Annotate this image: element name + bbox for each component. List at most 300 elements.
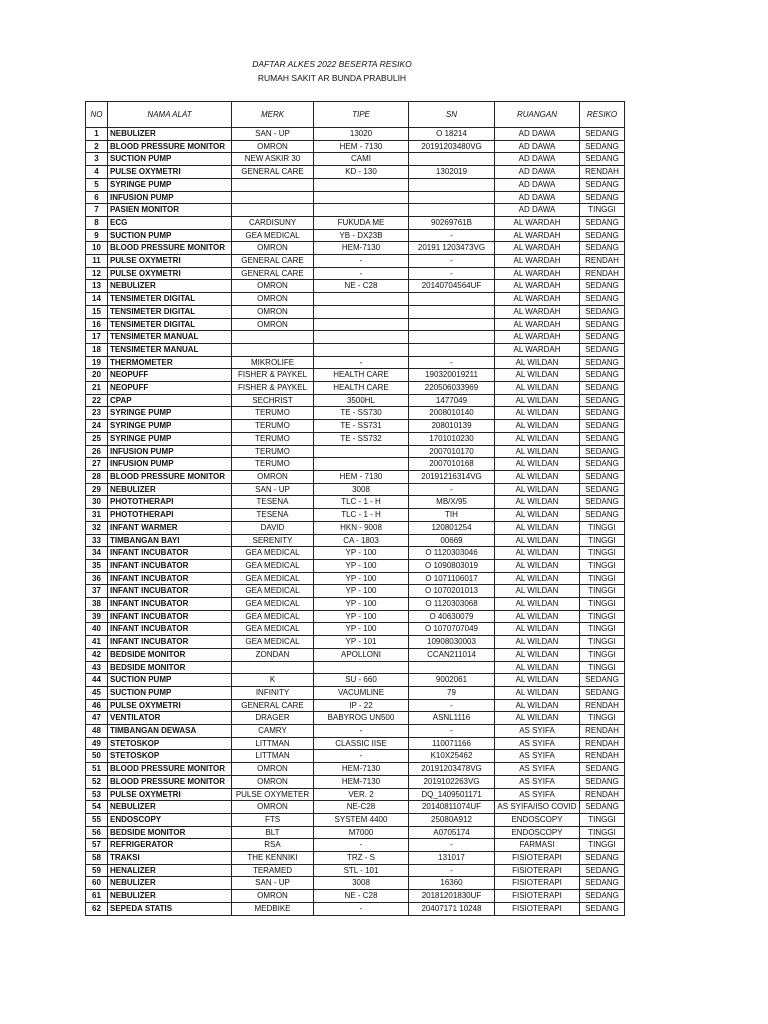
cell-ruangan: AL WILDAN [495, 686, 580, 699]
cell-no: 8 [86, 216, 108, 229]
table-row [86, 280, 625, 293]
cell-no: 14 [86, 293, 108, 306]
cell-merk: MEDBIKE [232, 902, 314, 915]
cell-nama-alat: CPAP [108, 394, 232, 407]
table-row [86, 255, 625, 268]
cell-no: 1 [86, 128, 108, 141]
table-row [86, 305, 625, 318]
cell-resiko: SEDANG [580, 216, 625, 229]
cell-no: 36 [86, 572, 108, 585]
table-row [86, 229, 625, 242]
header-ruangan: RUANGAN [495, 102, 580, 128]
cell-nama-alat: PHOTOTHERAPI [108, 496, 232, 509]
cell-no: 15 [86, 305, 108, 318]
cell-merk: GENERAL CARE [232, 267, 314, 280]
table-row [86, 750, 625, 763]
cell-tipe: - [314, 255, 409, 268]
cell-merk: CARDISUNY [232, 216, 314, 229]
cell-tipe: YP - 100 [314, 585, 409, 598]
cell-no: 56 [86, 826, 108, 839]
cell-ruangan: AL WARDAH [495, 267, 580, 280]
cell-tipe: YP - 100 [314, 547, 409, 560]
cell-sn: 00669 [409, 534, 495, 547]
table-row [86, 420, 625, 433]
table-row [86, 623, 625, 636]
cell-ruangan: AL WILDAN [495, 394, 580, 407]
table-row [86, 191, 625, 204]
cell-merk: GEA MEDICAL [232, 585, 314, 598]
cell-nama-alat: NEOPUFF [108, 369, 232, 382]
cell-tipe [314, 305, 409, 318]
cell-nama-alat: TENSIMETER DIGITAL [108, 318, 232, 331]
table-row [86, 864, 625, 877]
table-row [86, 242, 625, 255]
cell-sn: 25080A912 [409, 813, 495, 826]
cell-merk: GEA MEDICAL [232, 623, 314, 636]
cell-merk: TERUMO [232, 420, 314, 433]
cell-sn: 10908030003 [409, 636, 495, 649]
cell-sn [409, 305, 495, 318]
cell-merk: FISHER & PAYKEL [232, 369, 314, 382]
cell-nama-alat: STETOSKOP [108, 750, 232, 763]
cell-resiko: RENDAH [580, 750, 625, 763]
cell-merk: OMRON [232, 280, 314, 293]
cell-no: 60 [86, 877, 108, 890]
cell-nama-alat: NEBULIZER [108, 128, 232, 141]
cell-tipe: YP - 101 [314, 636, 409, 649]
cell-ruangan: AL WILDAN [495, 483, 580, 496]
table-row [86, 293, 625, 306]
table-row [86, 382, 625, 395]
cell-resiko: TINGGI [580, 813, 625, 826]
table-row [86, 737, 625, 750]
cell-nama-alat: INFUSION PUMP [108, 445, 232, 458]
cell-sn [409, 331, 495, 344]
cell-resiko: SEDANG [580, 877, 625, 890]
cell-sn: O 18214 [409, 128, 495, 141]
cell-ruangan: AS SYIFA [495, 725, 580, 738]
cell-sn: - [409, 839, 495, 852]
cell-no: 26 [86, 445, 108, 458]
cell-merk: GEA MEDICAL [232, 572, 314, 585]
cell-tipe: YP - 100 [314, 598, 409, 611]
cell-resiko: SEDANG [580, 305, 625, 318]
cell-no: 2 [86, 140, 108, 153]
cell-merk: TERUMO [232, 407, 314, 420]
cell-no: 50 [86, 750, 108, 763]
cell-no: 54 [86, 801, 108, 814]
table-row [86, 331, 625, 344]
table-row [86, 890, 625, 903]
cell-merk: K [232, 674, 314, 687]
cell-merk: MIKROLIFE [232, 356, 314, 369]
header-sn: SN [409, 102, 495, 128]
cell-no: 58 [86, 852, 108, 865]
cell-ruangan: AL WILDAN [495, 661, 580, 674]
cell-sn: - [409, 864, 495, 877]
cell-merk [232, 204, 314, 217]
cell-no: 40 [86, 623, 108, 636]
cell-resiko: SEDANG [580, 763, 625, 776]
cell-tipe: TRZ - S [314, 852, 409, 865]
cell-sn: 20140811074UF [409, 801, 495, 814]
cell-sn [409, 293, 495, 306]
table-row [86, 852, 625, 865]
table-row [86, 394, 625, 407]
cell-resiko: SEDANG [580, 229, 625, 242]
cell-merk: OMRON [232, 242, 314, 255]
cell-no: 55 [86, 813, 108, 826]
cell-merk: GEA MEDICAL [232, 636, 314, 649]
cell-tipe: HEM-7130 [314, 775, 409, 788]
cell-no: 12 [86, 267, 108, 280]
cell-nama-alat: HENALIZER [108, 864, 232, 877]
cell-tipe: NE - C28 [314, 890, 409, 903]
table-row [86, 826, 625, 839]
cell-sn: K10X25462 [409, 750, 495, 763]
cell-ruangan: AL WARDAH [495, 331, 580, 344]
cell-nama-alat: BEDSIDE MONITOR [108, 648, 232, 661]
cell-tipe: - [314, 839, 409, 852]
table-row [86, 140, 625, 153]
cell-sn: 110071166 [409, 737, 495, 750]
table-row [86, 318, 625, 331]
cell-ruangan: AL WILDAN [495, 445, 580, 458]
cell-ruangan: AD DAWA [495, 204, 580, 217]
cell-nama-alat: SUCTION PUMP [108, 229, 232, 242]
cell-nama-alat: NEBULIZER [108, 483, 232, 496]
cell-no: 30 [86, 496, 108, 509]
cell-tipe: NE - C28 [314, 280, 409, 293]
cell-merk: OMRON [232, 305, 314, 318]
cell-nama-alat: TIMBANGAN DEWASA [108, 725, 232, 738]
cell-tipe: HKN - 9008 [314, 521, 409, 534]
cell-merk: OMRON [232, 293, 314, 306]
cell-tipe: 3008 [314, 483, 409, 496]
cell-ruangan: ENDOSCOPY [495, 813, 580, 826]
cell-tipe: - [314, 750, 409, 763]
table-row [86, 470, 625, 483]
cell-merk: SAN - UP [232, 483, 314, 496]
cell-resiko: SEDANG [580, 280, 625, 293]
cell-resiko: TINGGI [580, 623, 625, 636]
table-row [86, 369, 625, 382]
cell-merk: OMRON [232, 470, 314, 483]
cell-tipe: YP - 100 [314, 623, 409, 636]
cell-ruangan: AL WARDAH [495, 280, 580, 293]
cell-tipe: HEM - 7130 [314, 470, 409, 483]
cell-tipe [314, 318, 409, 331]
cell-ruangan: AS SYIFA [495, 750, 580, 763]
cell-merk: GEA MEDICAL [232, 229, 314, 242]
cell-no: 27 [86, 458, 108, 471]
equipment-table [85, 101, 625, 916]
cell-resiko: SEDANG [580, 153, 625, 166]
cell-sn: 2008010140 [409, 407, 495, 420]
cell-resiko: SEDANG [580, 432, 625, 445]
cell-nama-alat: INFANT WARMER [108, 521, 232, 534]
cell-sn: - [409, 725, 495, 738]
cell-no: 7 [86, 204, 108, 217]
cell-no: 46 [86, 699, 108, 712]
cell-nama-alat: INFUSION PUMP [108, 191, 232, 204]
cell-resiko: RENDAH [580, 699, 625, 712]
cell-resiko: SEDANG [580, 864, 625, 877]
table-row [86, 788, 625, 801]
cell-tipe: VER. 2 [314, 788, 409, 801]
cell-resiko: TINGGI [580, 826, 625, 839]
cell-resiko: SEDANG [580, 686, 625, 699]
cell-tipe [314, 293, 409, 306]
cell-tipe: 3500HL [314, 394, 409, 407]
cell-resiko: TINGGI [580, 712, 625, 725]
cell-no: 4 [86, 166, 108, 179]
cell-sn: - [409, 255, 495, 268]
cell-tipe: STL - 101 [314, 864, 409, 877]
cell-merk: DRAGER [232, 712, 314, 725]
cell-nama-alat: PULSE OXYMETRI [108, 699, 232, 712]
cell-merk: FISHER & PAYKEL [232, 382, 314, 395]
cell-sn: O 1120303046 [409, 547, 495, 560]
cell-resiko: TINGGI [580, 204, 625, 217]
cell-nama-alat: NEBULIZER [108, 280, 232, 293]
cell-nama-alat: BLOOD PRESSURE MONITOR [108, 763, 232, 776]
cell-nama-alat: BLOOD PRESSURE MONITOR [108, 242, 232, 255]
cell-ruangan: AL WILDAN [495, 420, 580, 433]
cell-sn: - [409, 356, 495, 369]
cell-nama-alat: ENDOSCOPY [108, 813, 232, 826]
cell-sn [409, 178, 495, 191]
cell-sn [409, 661, 495, 674]
cell-resiko: RENDAH [580, 725, 625, 738]
cell-tipe [314, 178, 409, 191]
cell-nama-alat: NEBULIZER [108, 801, 232, 814]
cell-merk [232, 343, 314, 356]
cell-ruangan: AL WILDAN [495, 648, 580, 661]
cell-no: 35 [86, 559, 108, 572]
table-row [86, 725, 625, 738]
cell-no: 48 [86, 725, 108, 738]
cell-no: 21 [86, 382, 108, 395]
cell-ruangan: AL WILDAN [495, 432, 580, 445]
cell-no: 6 [86, 191, 108, 204]
cell-nama-alat: SEPEDA STATIS [108, 902, 232, 915]
cell-resiko: SEDANG [580, 458, 625, 471]
cell-ruangan: AL WILDAN [495, 470, 580, 483]
cell-tipe: IP - 22 [314, 699, 409, 712]
header-merk: MERK [232, 102, 314, 128]
cell-merk: GEA MEDICAL [232, 598, 314, 611]
table-body [86, 128, 625, 916]
cell-no: 29 [86, 483, 108, 496]
cell-resiko: SEDANG [580, 902, 625, 915]
cell-tipe: TE - SS731 [314, 420, 409, 433]
cell-merk: TERUMO [232, 445, 314, 458]
cell-resiko: TINGGI [580, 521, 625, 534]
cell-sn [409, 191, 495, 204]
cell-tipe: CAMI [314, 153, 409, 166]
cell-merk: NEW ASKIR 30 [232, 153, 314, 166]
cell-sn: O 1070201013 [409, 585, 495, 598]
cell-resiko: SEDANG [580, 318, 625, 331]
cell-sn [409, 204, 495, 217]
cell-merk: TERAMED [232, 864, 314, 877]
cell-nama-alat: SUCTION PUMP [108, 686, 232, 699]
cell-nama-alat: SYRINGE PUMP [108, 407, 232, 420]
cell-sn: - [409, 267, 495, 280]
cell-tipe: 3008 [314, 877, 409, 890]
cell-sn: 20407171 10248 [409, 902, 495, 915]
cell-resiko: TINGGI [580, 648, 625, 661]
cell-nama-alat: BEDSIDE MONITOR [108, 661, 232, 674]
cell-sn: 9002061 [409, 674, 495, 687]
cell-resiko: SEDANG [580, 382, 625, 395]
cell-resiko: RENDAH [580, 267, 625, 280]
cell-ruangan: AL WARDAH [495, 216, 580, 229]
cell-sn: 1302019 [409, 166, 495, 179]
cell-no: 51 [86, 763, 108, 776]
cell-merk: SAN - UP [232, 128, 314, 141]
cell-sn: MB/X/95 [409, 496, 495, 509]
cell-nama-alat: TENSIMETER MANUAL [108, 343, 232, 356]
cell-no: 53 [86, 788, 108, 801]
cell-nama-alat: SUCTION PUMP [108, 153, 232, 166]
cell-no: 25 [86, 432, 108, 445]
cell-resiko: TINGGI [580, 585, 625, 598]
cell-no: 39 [86, 610, 108, 623]
cell-nama-alat: TRAKSI [108, 852, 232, 865]
cell-ruangan: AS SYIFA [495, 763, 580, 776]
cell-sn: 1701010230 [409, 432, 495, 445]
cell-nama-alat: SYRINGE PUMP [108, 432, 232, 445]
cell-ruangan: FISIOTERAPI [495, 852, 580, 865]
cell-ruangan: AL WILDAN [495, 547, 580, 560]
table-row [86, 839, 625, 852]
cell-resiko: SEDANG [580, 445, 625, 458]
cell-nama-alat: INFANT INCUBATOR [108, 585, 232, 598]
cell-nama-alat: STETOSKOP [108, 737, 232, 750]
cell-ruangan: AD DAWA [495, 166, 580, 179]
cell-merk [232, 191, 314, 204]
cell-ruangan: AD DAWA [495, 191, 580, 204]
table-row [86, 661, 625, 674]
cell-resiko: TINGGI [580, 839, 625, 852]
cell-tipe: YB - DX23B [314, 229, 409, 242]
cell-merk: RSA [232, 839, 314, 852]
header-nama-alat: NAMA ALAT [108, 102, 232, 128]
cell-ruangan: AL WILDAN [495, 509, 580, 522]
table-row [86, 343, 625, 356]
cell-tipe: KD - 130 [314, 166, 409, 179]
cell-resiko: SEDANG [580, 178, 625, 191]
cell-tipe: - [314, 356, 409, 369]
cell-ruangan: AL WILDAN [495, 407, 580, 420]
cell-sn: 20181201830UF [409, 890, 495, 903]
table-row [86, 521, 625, 534]
cell-nama-alat: INFANT INCUBATOR [108, 598, 232, 611]
cell-ruangan: AS SYIFA [495, 788, 580, 801]
cell-resiko: SEDANG [580, 343, 625, 356]
cell-no: 37 [86, 585, 108, 598]
cell-ruangan: FISIOTERAPI [495, 890, 580, 903]
cell-merk: INFINITY [232, 686, 314, 699]
cell-nama-alat: BLOOD PRESSURE MONITOR [108, 775, 232, 788]
cell-ruangan: AL WILDAN [495, 712, 580, 725]
cell-merk: LITTMAN [232, 750, 314, 763]
document-title: DAFTAR ALKES 2022 BESERTA RESIKO [252, 59, 412, 69]
cell-merk: GENERAL CARE [232, 166, 314, 179]
table-row [86, 534, 625, 547]
cell-merk: SERENITY [232, 534, 314, 547]
cell-ruangan: AD DAWA [495, 140, 580, 153]
header-tipe: TIPE [314, 102, 409, 128]
cell-sn: 20191 1203473VG [409, 242, 495, 255]
cell-sn: 20191203480VG [409, 140, 495, 153]
table-row [86, 509, 625, 522]
cell-nama-alat: INFANT INCUBATOR [108, 559, 232, 572]
cell-no: 47 [86, 712, 108, 725]
table-row [86, 432, 625, 445]
cell-no: 16 [86, 318, 108, 331]
cell-ruangan: AL WILDAN [495, 610, 580, 623]
cell-no: 28 [86, 470, 108, 483]
table-row [86, 178, 625, 191]
cell-nama-alat: BLOOD PRESSURE MONITOR [108, 470, 232, 483]
table-row [86, 496, 625, 509]
cell-nama-alat: REFRIGERATOR [108, 839, 232, 852]
cell-merk: OMRON [232, 140, 314, 153]
cell-merk: BLT [232, 826, 314, 839]
table-header-row [86, 102, 625, 128]
cell-merk: ZONDAN [232, 648, 314, 661]
cell-no: 17 [86, 331, 108, 344]
cell-ruangan: AL WARDAH [495, 242, 580, 255]
cell-nama-alat: INFANT INCUBATOR [108, 623, 232, 636]
cell-resiko: SEDANG [580, 674, 625, 687]
cell-ruangan: AD DAWA [495, 128, 580, 141]
cell-merk: OMRON [232, 318, 314, 331]
cell-resiko: SEDANG [580, 420, 625, 433]
table-row [86, 458, 625, 471]
table-row [86, 775, 625, 788]
cell-resiko: TINGGI [580, 534, 625, 547]
cell-tipe: BABYROG UN500 [314, 712, 409, 725]
cell-sn: - [409, 483, 495, 496]
cell-no: 23 [86, 407, 108, 420]
cell-nama-alat: BLOOD PRESSURE MONITOR [108, 140, 232, 153]
cell-sn [409, 343, 495, 356]
cell-merk: OMRON [232, 801, 314, 814]
document-subtitle: RUMAH SAKIT AR BUNDA PRABULIH [257, 73, 407, 83]
cell-tipe: YP - 100 [314, 559, 409, 572]
cell-merk: CAMRY [232, 725, 314, 738]
cell-ruangan: AL WARDAH [495, 305, 580, 318]
cell-tipe: NE-C28 [314, 801, 409, 814]
cell-nama-alat: THERMOMETER [108, 356, 232, 369]
cell-ruangan: AS SYIFA/ISO COVID [495, 801, 580, 814]
cell-resiko: SEDANG [580, 775, 625, 788]
cell-merk: DAVID [232, 521, 314, 534]
cell-merk: OMRON [232, 763, 314, 776]
cell-resiko: RENDAH [580, 255, 625, 268]
cell-no: 61 [86, 890, 108, 903]
cell-nama-alat: TENSIMETER DIGITAL [108, 293, 232, 306]
cell-sn: O 1070707049 [409, 623, 495, 636]
cell-resiko: TINGGI [580, 598, 625, 611]
cell-resiko: TINGGI [580, 572, 625, 585]
cell-ruangan: AL WILDAN [495, 623, 580, 636]
cell-nama-alat: TENSIMETER DIGITAL [108, 305, 232, 318]
